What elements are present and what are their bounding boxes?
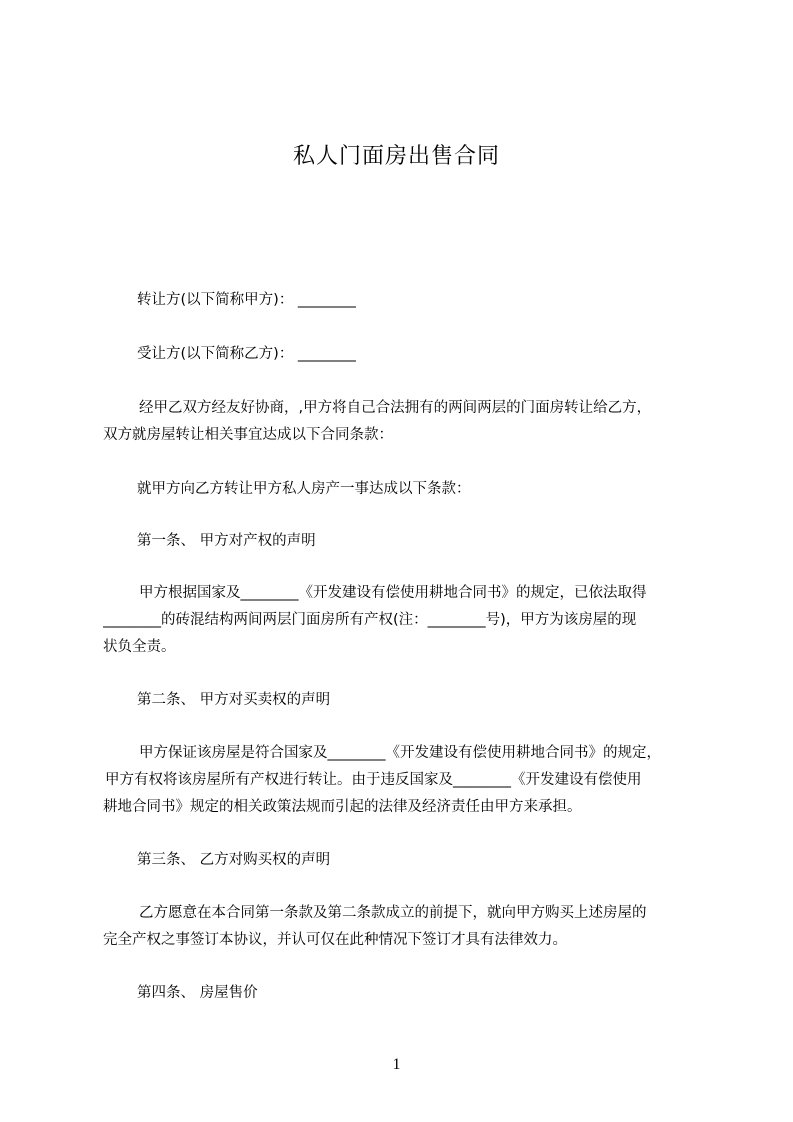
article-3-heading: 第三条、 乙方对购买权的声明 (137, 852, 331, 868)
article-1-line-3: 状负全责。 (103, 639, 176, 655)
article-3-line-1: 乙方愿意在本合同第一条款及第二条款成立的前提下，就向甲方购买上述房屋的 (139, 905, 647, 921)
article-1-line-2: ________的砖混结构两间两层门面房所有产权(注：________号)，甲方为该房屋的现 (103, 612, 637, 628)
preamble-line-2: 双方就房屋转让相关事宜达成以下合同条款： (103, 427, 393, 443)
transferee-line: 受让方(以下简称乙方)： ________ (137, 346, 356, 362)
article-4-heading: 第四条、 房屋售价 (137, 985, 258, 1001)
article-1-heading: 第一条、 甲方对产权的声明 (137, 533, 316, 549)
preamble-line-1: 经甲乙双方经友好协商，,甲方将自己合法拥有的两间两层的门面房转让给乙方， (139, 400, 652, 416)
article-1-line-1: 甲方根据国家及________《开发建设有偿使用耕地合同书》的规定，已依法取得 (139, 585, 647, 601)
article-2-line-1: 甲方保证该房屋是符合国家及________《开发建设有偿使用耕地合同书》的规定， (139, 745, 661, 761)
document-title: 私人门面房出售合同 (292, 144, 500, 169)
page-number: 1 (392, 1056, 401, 1073)
article-2-heading: 第二条、 甲方对买卖权的声明 (137, 692, 331, 708)
transferor-line: 转让方(以下简称甲方)： ________ (137, 292, 356, 308)
article-2-line-3: 耕地合同书》规定的相关政策法规而引起的法律及经济责任由甲方来承担。 (103, 799, 582, 815)
agreement-line: 就甲方向乙方转让甲方私人房产一事达成以下条款： (137, 481, 471, 497)
article-2-line-2: 甲方有权将该房屋所有产权进行转让。由于违反国家及________《开发建设有偿使用 (105, 772, 642, 788)
article-3-line-2: 完全产权之事签订本协议，并认可仅在此种情况下签订才具有法律效力。 (103, 932, 567, 948)
